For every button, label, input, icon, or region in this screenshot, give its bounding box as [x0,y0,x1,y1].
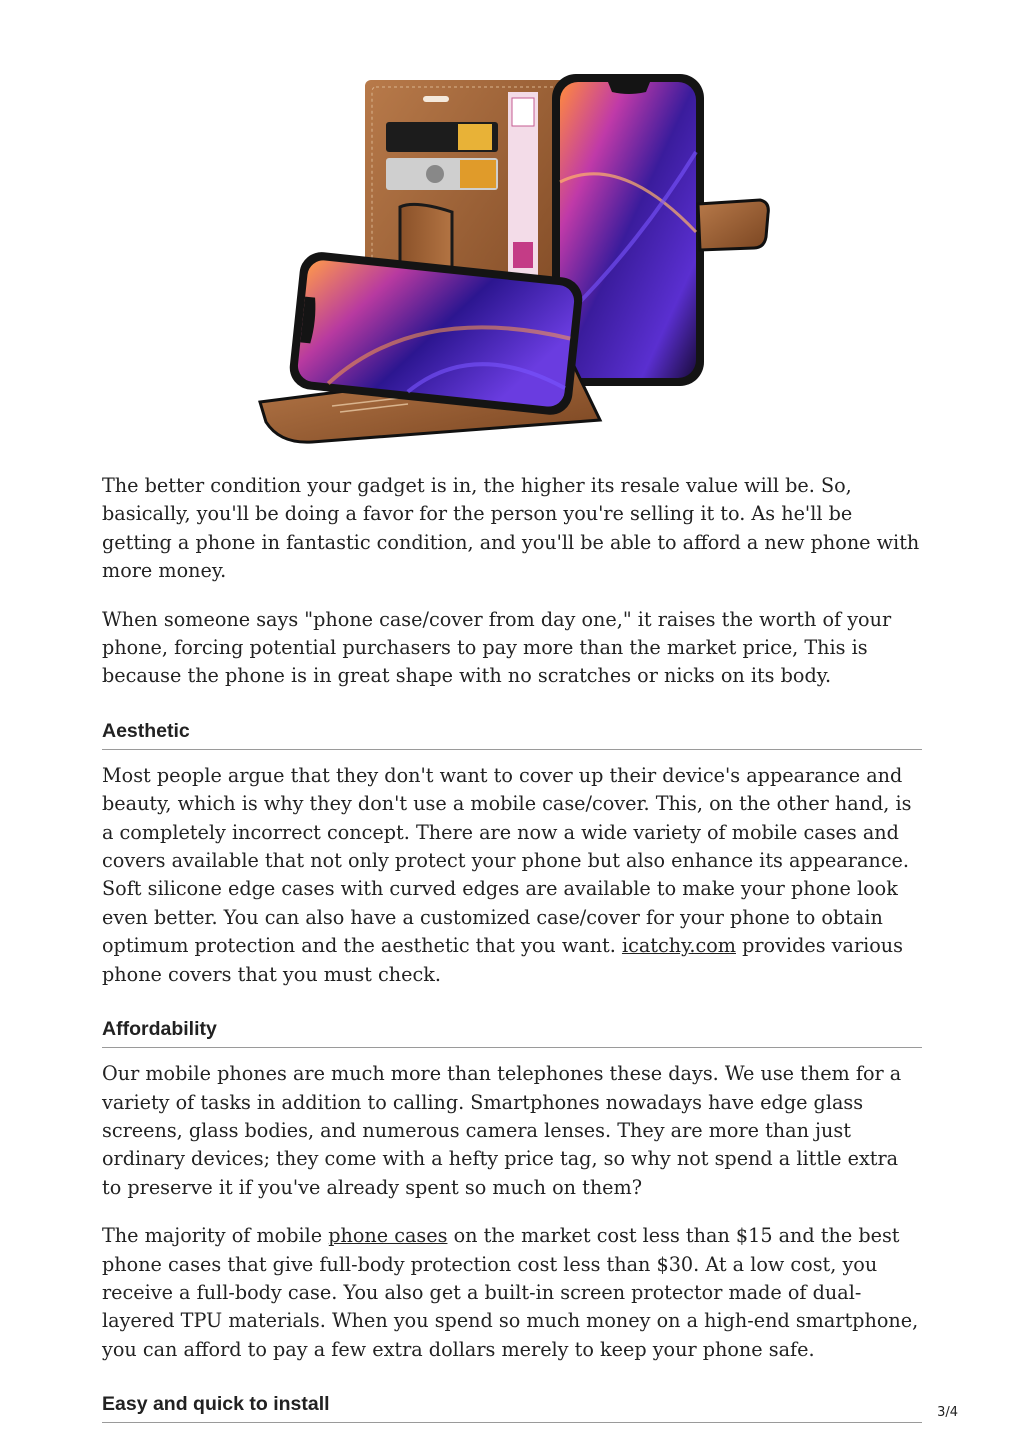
heading-affordability: Affordability [102,1017,922,1048]
heading-aesthetic: Aesthetic [102,719,922,750]
closure-strap [698,200,768,250]
article-body [102,472,922,1423]
affordability-paragraph-2 [102,1222,922,1364]
intro-paragraph-1: The better condition your gadget is in, the higher its resale value will be. So, basically, you'll be doing a favor for the person you're selling it to. As he'll be getting a phone in fantastic condition, and you'll be able to afford a new phone with more money. [102,474,920,583]
affordability-paragraph-1: Our mobile phones are much more than telephones these days. We use them for a variety of tasks in addition to calling. Smartphones nowadays have edge glass screens, glass bodies, and numerous camera lenses. They are more than just ordinary devices; they come with a hefty price tag, so why not spend a little extra to preserve it if you've already spent so much on them? [102,1062,902,1199]
aesthetic-paragraph [102,762,922,989]
page-number: 3/4 [937,1405,958,1420]
affordability-text-1: The majority of mobile [102,1224,329,1248]
wallet-phone-case-image [240,62,780,462]
heading-easy-install: Easy and quick to install [102,1392,922,1423]
phone-cases-link[interactable]: phone cases [328,1224,448,1248]
aesthetic-text-1: Most people argue that they don't want to cover up their device's appearance and beauty, which is why they don't use a mobile case/cover. This, on the other hand, is a completely incorrect concept. There are now a wide variety of mobile cases and covers available that not only protect your phone but also enhance its appearance. Soft silicone edge cases with curved edges are available to make your phone look even better. You can also have a customized case/cover for your phone to obtain optimum protection and the aesthetic that you want. [102,763,912,958]
icatchy-link[interactable]: icatchy.com [621,934,736,958]
intro-paragraph-2: When someone says "phone case/cover from day one," it raises the worth of your phone, forcing potential purchasers to pay more than the market price, This is because the phone is in great shape with no scratches or nicks on its body. [102,607,892,688]
aesthetic-text-2: provides various phone covers that you must check. [102,934,904,986]
affordability-text-2: on the market cost less than $15 and the best phone cases that give full-body protection cost less than $30. At a low cost, you receive a full-body case. You also get a built-in screen protector made of dual-layered TPU materials. When you spend so much money on a high-end smartphone, you can afford to pay a few extra dollars merely to keep your phone safe. [102,1224,919,1361]
